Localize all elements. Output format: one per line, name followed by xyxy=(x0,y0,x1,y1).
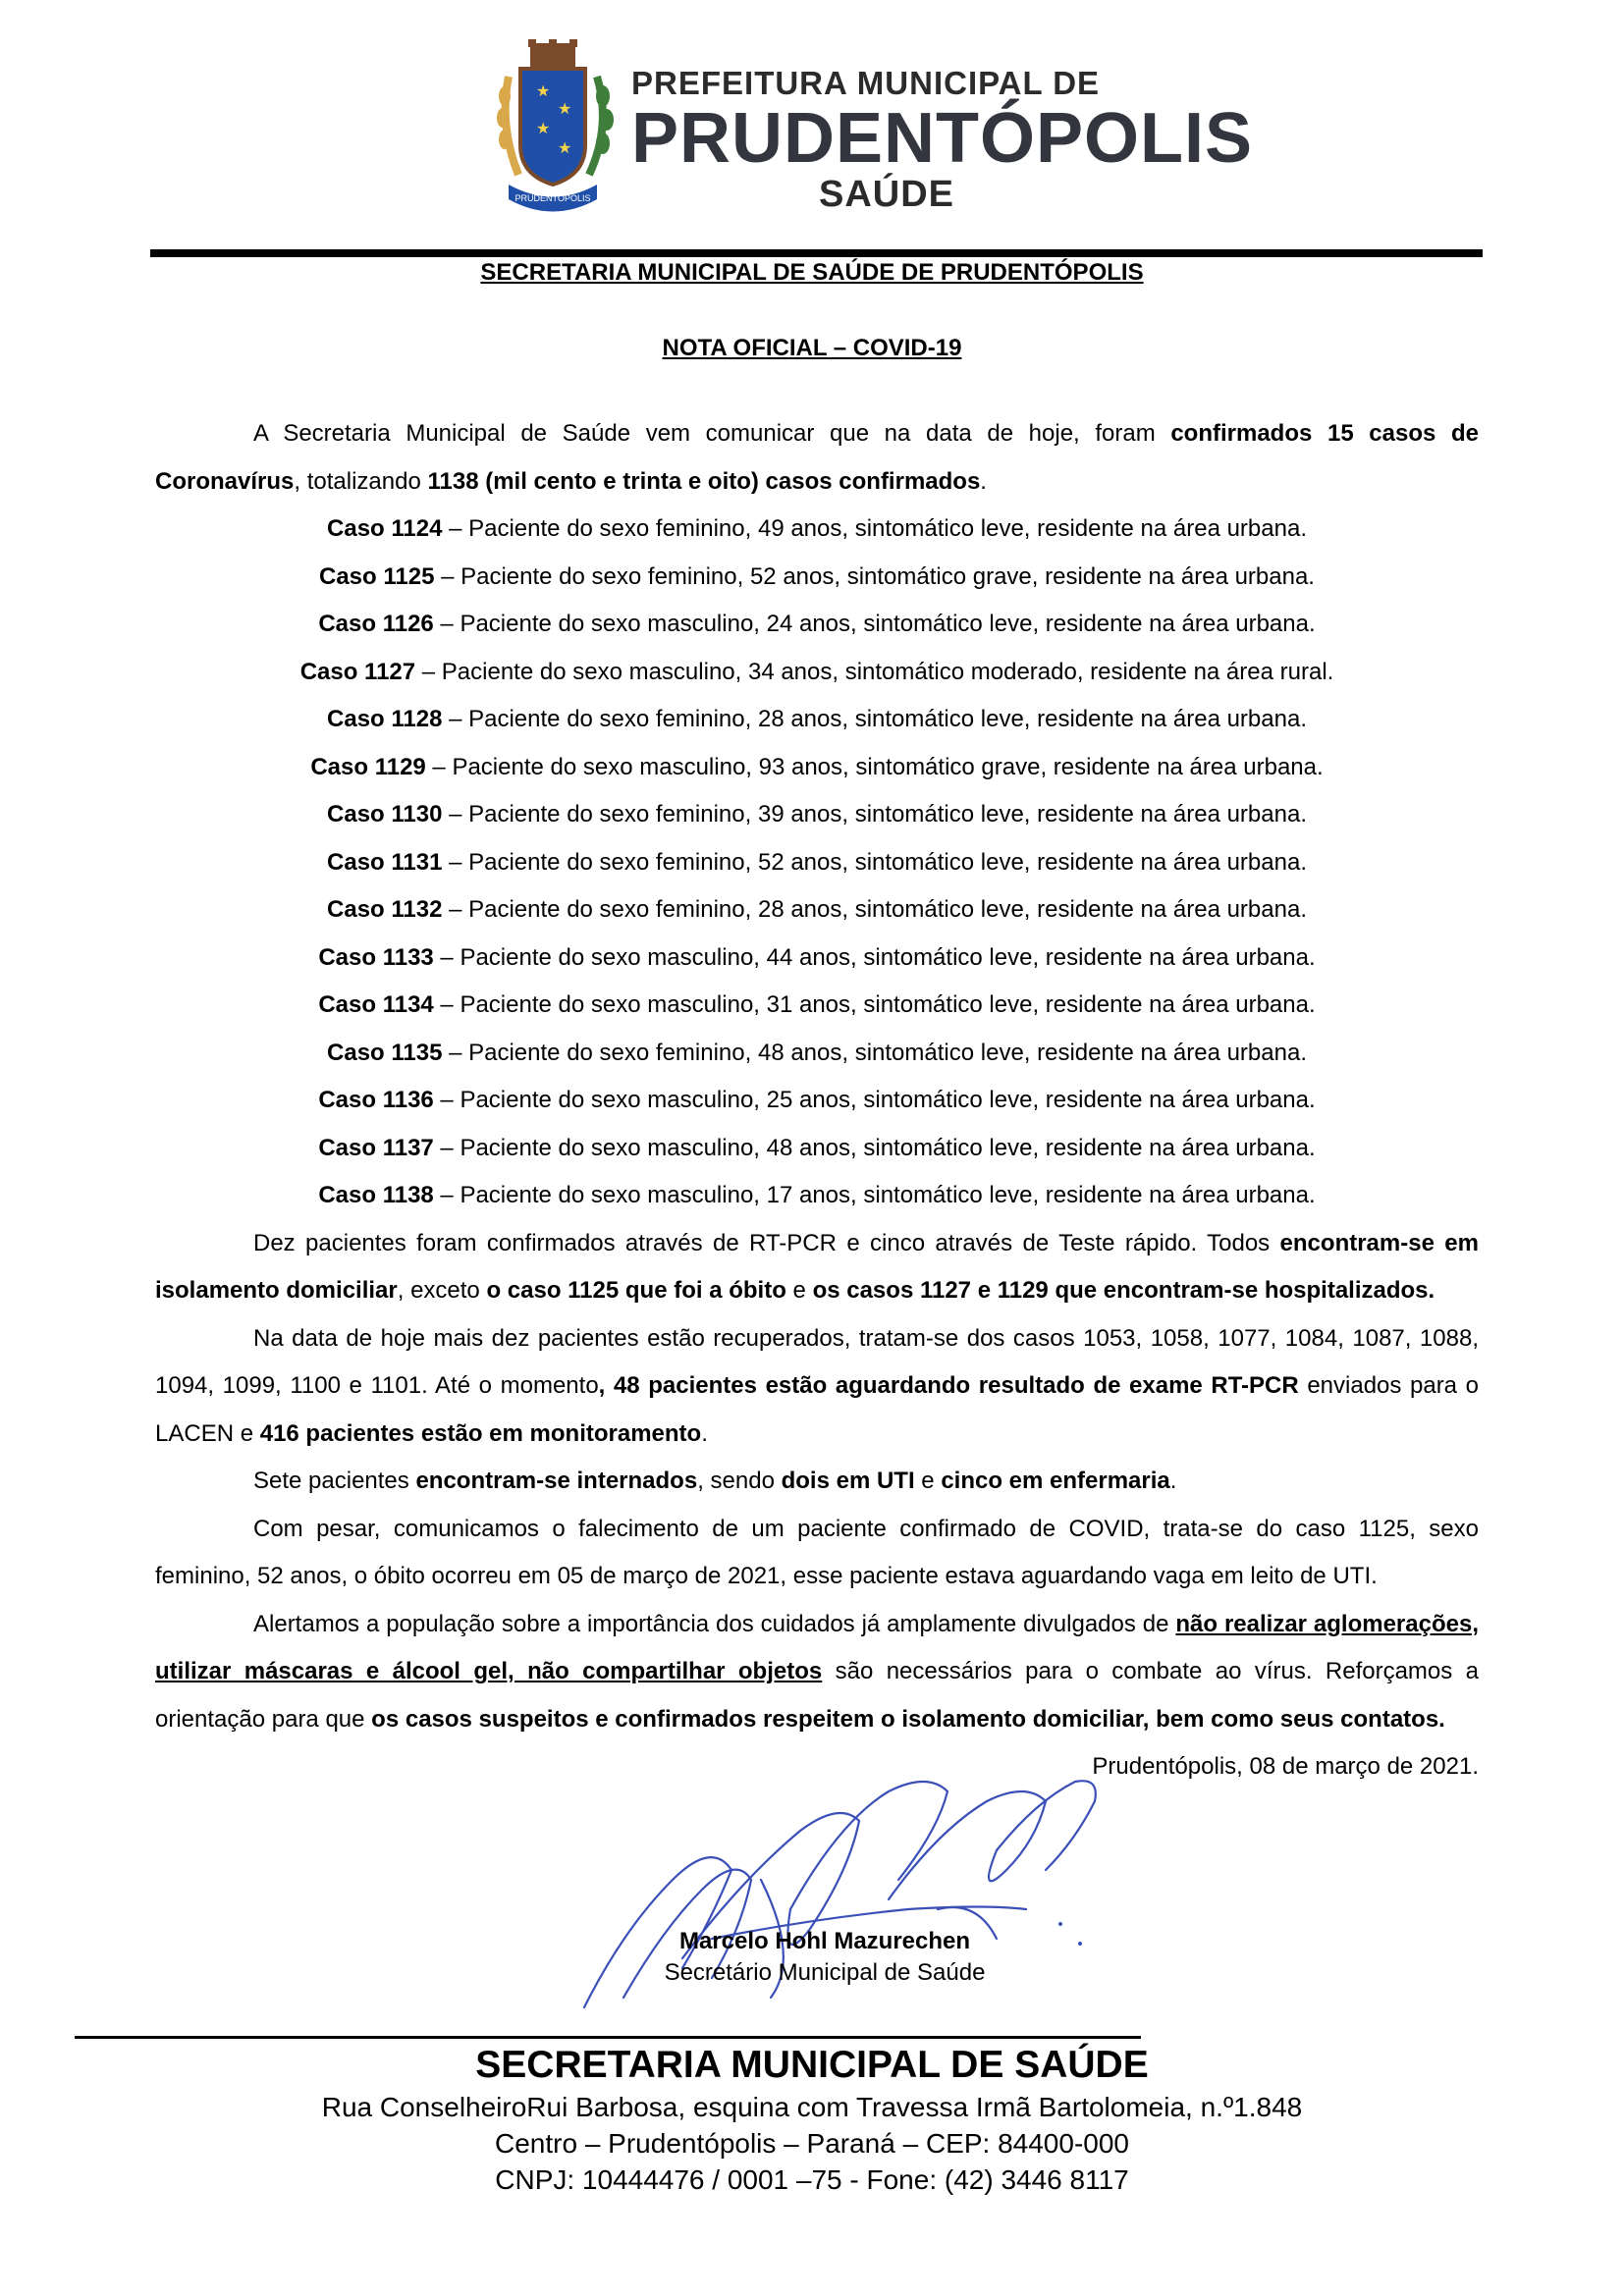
case-line xyxy=(155,554,1479,602)
intro-bold-1: confirmados 15 casos de Coronavírus xyxy=(155,420,1479,495)
case-label: Caso 1138 xyxy=(318,1182,434,1208)
footer-city: Centro – Prudentópolis – Paraná – CEP: 84400-000 xyxy=(495,2128,1129,2159)
case-label: Caso 1128 xyxy=(327,706,443,732)
hospital-bold-2: dois em UTI xyxy=(781,1468,915,1494)
case-description: – Paciente do sexo feminino, 28 anos, sintomático leve, residente na área urbana. xyxy=(442,896,1307,923)
case-label: Caso 1137 xyxy=(318,1134,434,1161)
case-line xyxy=(155,506,1479,554)
case-label: Caso 1133 xyxy=(318,943,434,971)
document-title: SECRETARIA MUNICIPAL DE SAÚDE DE PRUDENTÓPOLIS xyxy=(480,259,1144,286)
letter-footer xyxy=(0,2042,1624,2198)
case-line xyxy=(155,791,1479,839)
svg-text:★: ★ xyxy=(558,99,572,118)
signatory-role: Secretário Municipal de Saúde xyxy=(664,1959,986,1986)
intro-paragraph xyxy=(155,410,1479,506)
recovered-paragraph xyxy=(155,1315,1479,1459)
case-line xyxy=(155,1077,1479,1125)
case-label: Caso 1127 xyxy=(299,658,416,685)
alert-text-1: Alertamos a população sobre a importância dos cuidados já amplamente divulgados de xyxy=(253,1610,1176,1637)
alert-underlined: não realizar aglomerações, utilizar máscaras e álcool gel, não compartilhar objetos xyxy=(155,1610,1479,1684)
letterhead xyxy=(0,29,1624,216)
hospitalized-paragraph xyxy=(155,1458,1479,1506)
brand-top-line: PREFEITURA MUNICIPAL DE xyxy=(631,65,1101,101)
document-subtitle: NOTA OFICIAL – COVID-19 xyxy=(662,335,962,361)
case-label: Caso 1131 xyxy=(327,848,443,876)
case-description: – Paciente do sexo masculino, 24 anos, sintomático leve, residente na área urbana. xyxy=(433,611,1316,637)
death-paragraph xyxy=(155,1506,1479,1601)
case-label: Caso 1134 xyxy=(318,991,434,1018)
footer-contact: CNPJ: 10444476 / 0001 –75 - Fone: (42) 3446 8117 xyxy=(495,2164,1129,2195)
case-line xyxy=(155,886,1479,934)
case-label: Caso 1126 xyxy=(318,611,434,637)
case-line xyxy=(155,982,1479,1030)
case-label: Caso 1130 xyxy=(327,801,443,828)
hospital-bold-1: encontram-se internados xyxy=(415,1468,698,1494)
confirm-text-3: e xyxy=(785,1277,813,1304)
case-line xyxy=(155,696,1479,744)
case-label: Caso 1124 xyxy=(327,515,443,542)
alert-bold-1: os casos suspeitos e confirmados respeitem o isolamento domiciliar, bem como seus contatos. xyxy=(371,1705,1445,1733)
confirm-text-1: Dez pacientes foram confirmados através de RT-PCR e cinco através de Teste rápido. Todos xyxy=(253,1229,1280,1256)
header-divider xyxy=(150,249,1483,257)
case-line xyxy=(155,744,1479,792)
case-description: – Paciente do sexo masculino, 25 anos, sintomático leve, residente na área urbana. xyxy=(433,1087,1316,1113)
case-description: – Paciente do sexo masculino, 44 anos, sintomático leve, residente na área urbana. xyxy=(433,943,1316,971)
confirmation-paragraph xyxy=(155,1220,1479,1315)
case-description: – Paciente do sexo feminino, 48 anos, sintomático leve, residente na área urbana. xyxy=(442,1039,1307,1066)
brand-wordmark xyxy=(631,65,1254,216)
case-description: – Paciente do sexo feminino, 49 anos, sintomático leve, residente na área urbana. xyxy=(442,515,1307,542)
footer-title: SECRETARIA MUNICIPAL DE SAÚDE xyxy=(475,2044,1149,2086)
brand-sub-line: SAÚDE xyxy=(818,174,955,215)
hospital-text-2: , sendo xyxy=(697,1468,782,1494)
case-line xyxy=(155,839,1479,887)
case-line xyxy=(155,934,1479,983)
case-line xyxy=(155,1172,1479,1220)
intro-text-1: A Secretaria Municipal de Saúde vem comunicar que na data de hoje, foram xyxy=(253,420,1171,447)
case-line xyxy=(155,649,1479,697)
case-description: – Paciente do sexo masculino, 31 anos, sintomático leve, residente na área urbana. xyxy=(433,991,1316,1018)
case-line xyxy=(155,1030,1479,1078)
case-line xyxy=(155,601,1479,649)
recovered-bold-2: 416 pacientes estão em monitoramento xyxy=(259,1419,702,1447)
case-list xyxy=(155,506,1479,1220)
svg-text:★: ★ xyxy=(536,81,551,100)
case-description: – Paciente do sexo feminino, 52 anos, sintomático grave, residente na área urbana. xyxy=(434,562,1315,590)
svg-text:★: ★ xyxy=(536,119,551,137)
intro-text-3: . xyxy=(980,467,987,495)
case-description: – Paciente do sexo feminino, 39 anos, sintomático leve, residente na área urbana. xyxy=(442,801,1307,828)
svg-text:★: ★ xyxy=(558,138,572,157)
confirm-bold-1: encontram-se em isolamento domiciliar xyxy=(155,1229,1479,1304)
case-label: Caso 1129 xyxy=(310,753,426,780)
case-description: – Paciente do sexo masculino, 48 anos, sintomático leve, residente na área urbana. xyxy=(433,1134,1316,1161)
recovered-text-1: Na data de hoje mais dez pacientes estão recuperados, tratam-se dos casos 1053, 1058, 1077, 1084, 1087, 1088, 1094, 1099, 1100 e 1101. Até o momento xyxy=(155,1324,1479,1399)
intro-bold-2: 1138 (mil cento e trinta e oito) casos confirmados xyxy=(427,467,981,495)
recovered-text-2: enviados para o LACEN e xyxy=(155,1372,1479,1447)
case-label: Caso 1125 xyxy=(319,562,435,590)
alert-text-2: são necessários para o combate ao vírus. Reforçamos a orientação para que xyxy=(155,1658,1479,1733)
signature-block xyxy=(628,1926,1021,1989)
hospital-bold-3: cinco em enfermaria xyxy=(941,1468,1170,1494)
confirm-bold-3: os casos 1127 e 1129 que encontram-se hospitalizados. xyxy=(812,1277,1435,1304)
signatory-name: Marcelo Hohl Mazurechen xyxy=(678,1928,971,1954)
case-description: – Paciente do sexo masculino, 34 anos, sintomático moderado, residente na área rural. xyxy=(415,658,1334,685)
confirm-text-2: , exceto xyxy=(397,1277,487,1304)
footer-address: Rua ConselheiroRui Barbosa, esquina com Travessa Irmã Bartolomeia, n.º1.848 xyxy=(321,2092,1303,2122)
crest-ribbon-text: PRUDENTÓPOLIS xyxy=(514,193,591,203)
brand-main-line: PRUDENTÓPOLIS xyxy=(631,99,1254,178)
death-text-1: Com pesar, comunicamos o falecimento de um paciente confirmado de COVID, trata-se do caso 1125, sexo feminino, 52 anos, o óbito ocorreu em 05 de março de 2021, esse paciente estava aguardando vaga em leito de UTI. xyxy=(155,1515,1479,1589)
intro-text-2: , totalizando xyxy=(294,467,428,495)
case-label: Caso 1136 xyxy=(318,1087,434,1113)
case-line xyxy=(155,1125,1479,1173)
hospital-text-1: Sete pacientes xyxy=(253,1468,416,1494)
footer-divider xyxy=(75,2036,1141,2039)
hospital-text-3: e xyxy=(914,1468,942,1494)
municipal-crest-logo xyxy=(479,37,626,224)
recovered-text-3: . xyxy=(701,1419,708,1447)
case-label: Caso 1132 xyxy=(327,896,443,923)
date-line: Prudentópolis, 08 de março de 2021. xyxy=(1092,1753,1479,1780)
recovered-bold-1: , 48 pacientes estão aguardando resultado de exame RT-PCR xyxy=(598,1372,1299,1399)
case-description: – Paciente do sexo masculino, 17 anos, sintomático leve, residente na área urbana. xyxy=(433,1182,1316,1208)
alert-paragraph xyxy=(155,1601,1479,1744)
case-description: – Paciente do sexo feminino, 52 anos, sintomático leve, residente na área urbana. xyxy=(442,848,1307,876)
case-label: Caso 1135 xyxy=(327,1039,443,1066)
hospital-text-4: . xyxy=(1169,1468,1177,1494)
confirm-bold-2: o caso 1125 que foi a óbito xyxy=(486,1277,786,1304)
case-description: – Paciente do sexo feminino, 28 anos, sintomático leve, residente na área urbana. xyxy=(442,706,1307,732)
document-body xyxy=(155,410,1479,1791)
case-description: – Paciente do sexo masculino, 93 anos, sintomático grave, residente na área urbana. xyxy=(425,753,1324,780)
